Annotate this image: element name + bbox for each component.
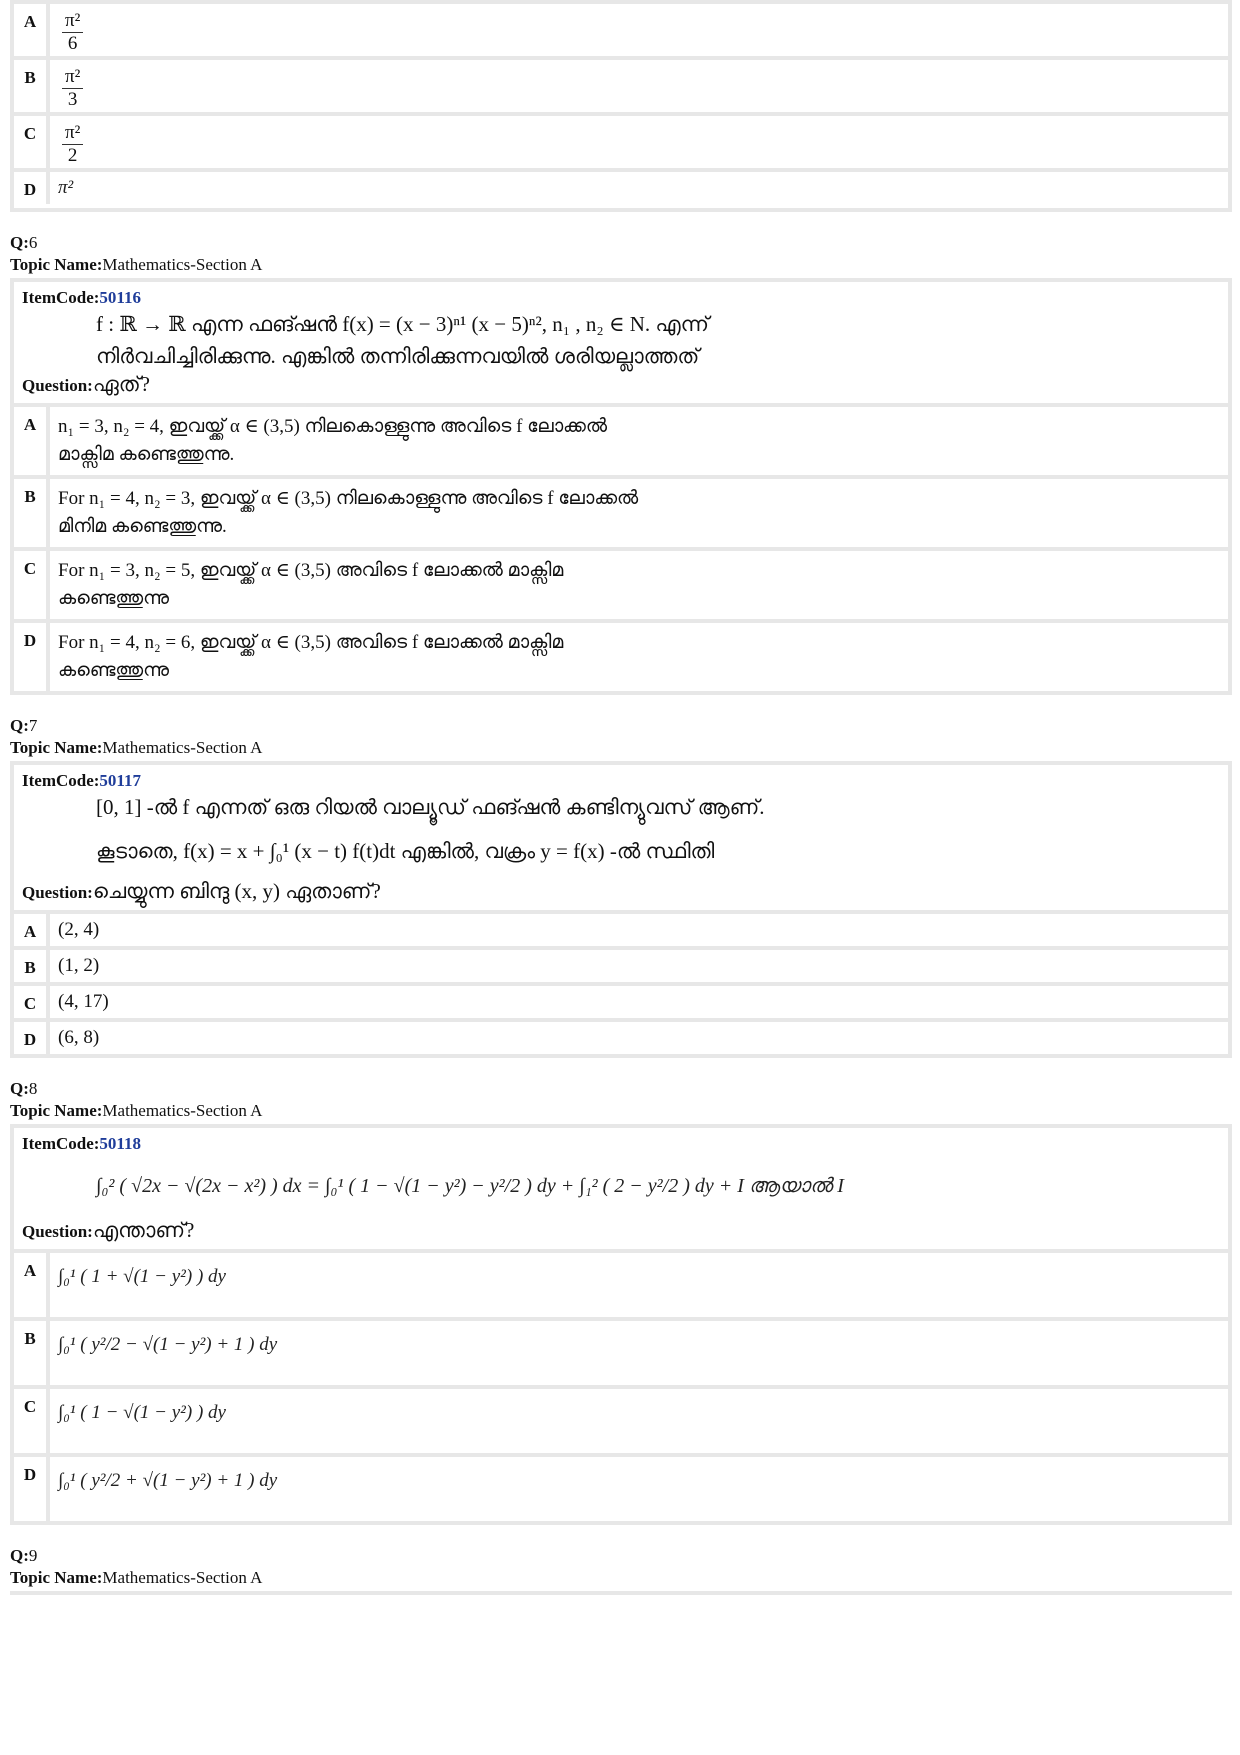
- option-row: [14, 168, 1228, 208]
- fraction: $\frac{\text{π²}}{3}$: [62, 66, 83, 111]
- option-text: (2, 4): [46, 914, 1228, 946]
- item-code: ItemCode:50118: [22, 1134, 141, 1153]
- option-text: (4, 17): [46, 986, 1228, 1018]
- q6-options: [10, 407, 1232, 695]
- topic-name: Mathematics-Section A: [102, 738, 263, 757]
- q7-options: [10, 914, 1232, 1058]
- option-letter: C: [23, 994, 37, 1013]
- question-header: Q:9 Topic Name:Mathematics-Section A: [10, 1546, 263, 1587]
- topic-name: Mathematics-Section A: [102, 1101, 263, 1120]
- option-row: [14, 1253, 1228, 1317]
- option-letter: A: [23, 415, 37, 434]
- option-letter: C: [23, 559, 37, 578]
- option-row: [14, 982, 1228, 1018]
- item-code: ItemCode:50117: [22, 771, 141, 790]
- option-text: [46, 60, 1228, 117]
- item-code: ItemCode:50116: [22, 288, 141, 307]
- question-stem: [10, 761, 1232, 914]
- stem-formula: ∫₀² ( √2x − √(2x − x²) ) dx = ∫₀¹ ( 1 − √(1 − y²) − y²/2 ) dy + ∫₁² ( 2 − y²/2 ) dy + I ആയാൽ I: [96, 1175, 844, 1197]
- option-text: n₁ = 3, n₂ = 4, ഇവയ്ക്ക് α ∈ (3,5) നിലകൊള്ളുന്നു അവിടെ f ലോക്കൽ മാക്സിമ കണ്ടെത്തുന്നു.: [46, 407, 1228, 475]
- topic-name: Mathematics-Section A: [102, 1568, 263, 1587]
- question-header: Q:8 Topic Name:Mathematics-Section A: [10, 1079, 263, 1120]
- option-row: [14, 914, 1228, 946]
- option-letter: C: [23, 124, 37, 143]
- option-text: For n₁ = 4, n₂ = 6, ഇവയ്ക്ക് α ∈ (3,5) അവിടെ f ലോക്കൽ മാക്സിമ കണ്ടെത്തുന്നു: [46, 623, 1228, 691]
- option-row: [14, 1385, 1228, 1453]
- option-row: [14, 946, 1228, 982]
- option-letter: B: [24, 958, 36, 977]
- exam-page: [10, 0, 1232, 1595]
- fraction: $\frac{\text{π²}}{2}$: [62, 122, 83, 167]
- option-row: [14, 56, 1228, 112]
- stem-line: നിർവചിച്ചിരിക്കുന്നു. എങ്കിൽ തന്നിരിക്കുന്നവയിൽ ശരിയല്ലാത്തത്: [96, 344, 700, 368]
- option-text: ∫₀¹ ( y²/2 + √(1 − y²) + 1 ) dy: [46, 1457, 1228, 1521]
- option-text: ∫₀¹ ( 1 + √(1 − y²) ) dy: [46, 1253, 1228, 1317]
- fraction: $\frac{\text{π²}}{6}$: [62, 10, 83, 55]
- option-text: For n₁ = 4, n₂ = 3, ഇവയ്ക്ക് α ∈ (3,5) നിലകൊള്ളുന്നു അവിടെ f ലോക്കൽ മിനിമ കണ്ടെത്തുന്നു.: [46, 479, 1228, 547]
- question-line: Question:ചെയ്യുന്ന ബിന്ദു (x, y) ഏതാണ്?: [22, 879, 381, 903]
- question-header: Q:7 Topic Name:Mathematics-Section A: [10, 716, 263, 757]
- question-stem: [10, 1124, 1232, 1253]
- topic-name: Mathematics-Section A: [102, 255, 263, 274]
- divider: [10, 1591, 1232, 1595]
- option-letter: D: [23, 631, 37, 650]
- option-text: ∫₀¹ ( y²/2 − √(1 − y²) + 1 ) dy: [46, 1321, 1228, 1385]
- option-row: [14, 112, 1228, 168]
- option-letter: B: [24, 68, 36, 87]
- option-text: π²: [46, 172, 1228, 204]
- option-row: [14, 407, 1228, 475]
- option-letter: D: [23, 1465, 37, 1484]
- option-row: [14, 1018, 1228, 1054]
- question-line: Question:ഏത്?: [22, 372, 150, 396]
- option-text: ∫₀¹ ( 1 − √(1 − y²) ) dy: [46, 1389, 1228, 1453]
- stem-line: കൂടാതെ, f(x) = x + ∫₀¹ (x − t) f(t)dt എങ്കിൽ, വക്രം y = f(x) -ൽ സ്ഥിതി: [96, 839, 715, 863]
- stem-line: [0, 1] -ൽ f എന്നത് ഒരു റിയൽ വാല്യൂഡ് ഫങ്ഷൻ കണ്ടിന്യുവസ് ആണ്.: [96, 795, 765, 819]
- option-text: [46, 116, 1228, 173]
- stem-line: f : ℝ → ℝ എന്ന ഫങ്ഷൻ f(x) = (x − 3)ⁿ¹ (x − 5)ⁿ², n₁ , n₂ ∈ N. എന്ന്: [96, 312, 709, 336]
- option-row: [14, 1317, 1228, 1385]
- option-letter: A: [23, 1261, 37, 1280]
- option-text: [46, 4, 1228, 61]
- option-letter: A: [23, 922, 37, 941]
- option-letter: D: [23, 1030, 37, 1049]
- option-letter: B: [24, 1329, 36, 1348]
- option-letter: D: [23, 180, 37, 199]
- option-row: [14, 4, 1228, 56]
- option-text: (6, 8): [46, 1022, 1228, 1054]
- q5-options: [10, 0, 1232, 212]
- option-text: (1, 2): [46, 950, 1228, 982]
- question-stem: [10, 278, 1232, 407]
- option-letter: A: [23, 12, 37, 31]
- option-row: [14, 619, 1228, 691]
- option-row: [14, 1453, 1228, 1521]
- q8-options: [10, 1253, 1232, 1525]
- option-row: [14, 547, 1228, 619]
- option-letter: B: [24, 487, 36, 506]
- option-row: [14, 475, 1228, 547]
- option-text: For n₁ = 3, n₂ = 5, ഇവയ്ക്ക് α ∈ (3,5) അവിടെ f ലോക്കൽ മാക്സിമ കണ്ടെത്തുന്നു: [46, 551, 1228, 619]
- question-header: Q:6 Topic Name:Mathematics-Section A: [10, 233, 263, 274]
- option-letter: C: [23, 1397, 37, 1416]
- question-line: Question:എന്താണ്?: [22, 1218, 195, 1242]
